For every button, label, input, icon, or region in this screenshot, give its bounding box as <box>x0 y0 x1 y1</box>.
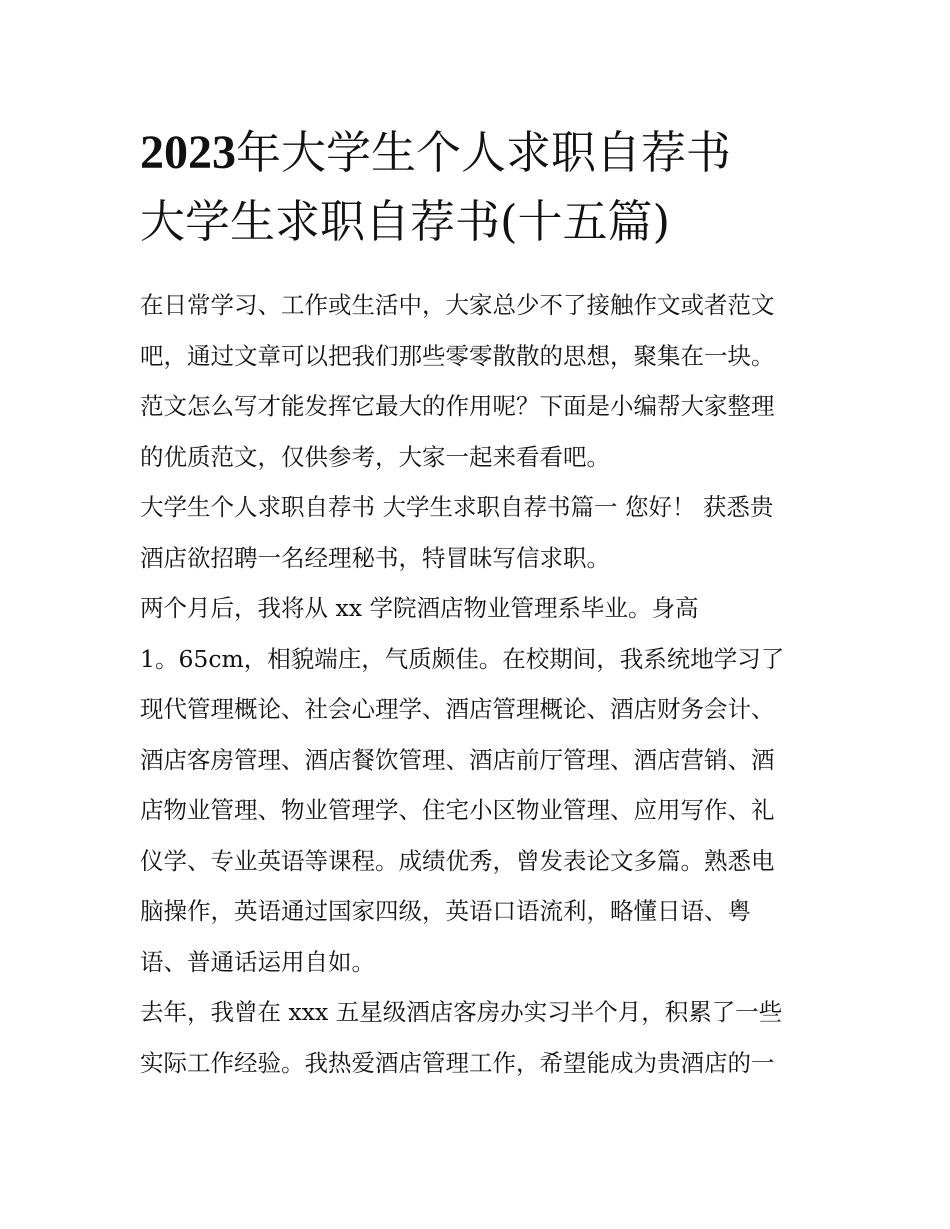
body-line: 酒店客房管理、酒店餐饮管理、酒店前厅管理、酒店营销、酒 <box>140 745 775 774</box>
body-line: 大学生个人求职自荐书 大学生求职自荐书篇一 您好！ 获悉贵 <box>140 493 774 521</box>
body-line: 在日常学习、工作或生活中，大家总少不了接触作文或者范文 <box>140 291 775 319</box>
body-line: 的优质范文，仅供参考，大家一起来看看吧。 <box>140 442 610 471</box>
body-line: 去年，我曾在 xxx 五星级酒店客房办实习半个月，积累了一些 <box>140 998 783 1026</box>
body-line: 吧，通过文章可以把我们那些零零散散的思想，聚集在一块。 <box>140 341 775 370</box>
body-line: 仪学、专业英语等课程。成绩优秀，曾发表论文多篇。熟悉电 <box>140 846 775 875</box>
body-line: 店物业管理、物业管理学、住宅小区物业管理、应用写作、礼 <box>140 796 775 824</box>
body-line: 脑操作，英语通过国家四级，英语口语流利，略懂日语、粤 <box>140 897 751 925</box>
title-line-1-text: 年大学生个人求职自荐书 <box>236 126 732 179</box>
document-title <box>140 118 830 256</box>
title-line-1 <box>140 118 830 187</box>
body-line: 现代管理概论、社会心理学、酒店管理概论、酒店财务会计、 <box>140 695 775 723</box>
title-line-2: 大学生求职自荐书(十五篇) <box>140 195 671 248</box>
body-line: 语、普通话运用自如。 <box>140 947 375 976</box>
body-line: 范文怎么写才能发挥它最大的作用呢？下面是小编帮大家整理 <box>140 392 775 420</box>
body-line: 1。65cm，相貌端庄，气质颇佳。在校期间，我系统地学习了 <box>140 644 785 673</box>
body-line: 实际工作经验。我热爱酒店管理工作，希望能成为贵酒店的一 <box>140 1048 775 1077</box>
document-body <box>140 280 830 1088</box>
body-line: 酒店欲招聘一名经理秘书，特冒昧写信求职。 <box>140 543 610 572</box>
body-line: 两个月后，我将从 xx 学院酒店物业管理系毕业。身高 <box>140 594 699 622</box>
title-year: 2023 <box>140 126 236 179</box>
